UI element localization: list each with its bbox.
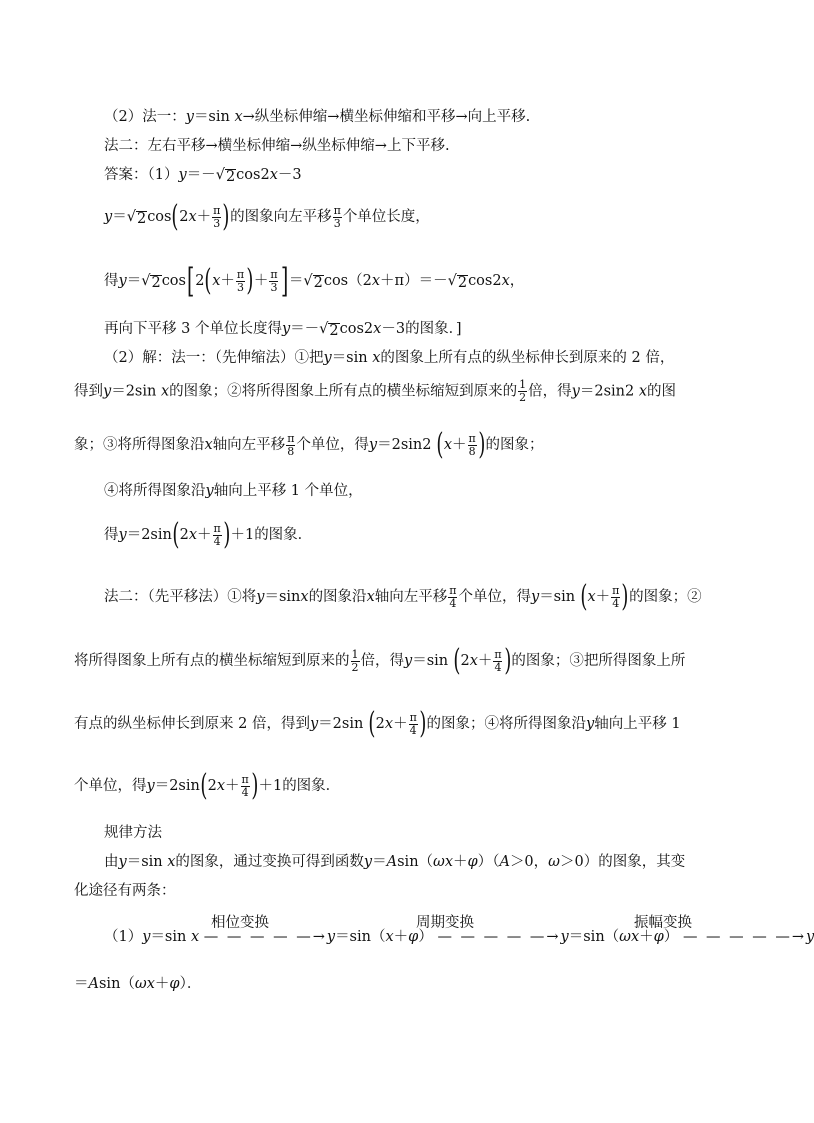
line-4: y＝√ 2 cos(2x＋ $\frac{\pi}{3}$ )的图象向左平移 $\frac{\pi}{3}$ 个单位长度， <box>104 199 430 234</box>
label-period-transform: 周期变换 <box>416 915 474 931</box>
line-12: 法二：（先平移法）①将y＝sinx的图象沿x轴向左平移 $\frac{\pi}{4}$ 个单位，得y＝sin (x＋ $\frac{\pi}{4}$ )的图象；② <box>104 579 702 614</box>
label-amplitude-transform: 振幅变换 <box>634 915 692 931</box>
line-5: 得y＝√ 2 cos[2(x＋ $\frac{\pi}{3}$ )＋ $\frac{\pi}{3}$ ]＝√ 2 cos（2x＋π）＝－√ 2 cos2x， <box>104 261 525 301</box>
line-10: ④将所得图象沿y轴向上平移 1 个单位， <box>104 483 363 499</box>
line-17: 由y＝sin x的图象，通过变换可得到函数y＝Asin（ωx＋φ）（A＞0，ω＞0）的图象，其变 <box>104 854 686 870</box>
line-7: （2）解：法一：（先伸缩法）①把y＝sin x的图象上所有点的纵坐标伸长到原来的 2 倍， <box>104 350 675 366</box>
line-19: （1）y＝sin x — — — — —→y＝sin（x＋φ） — — — — —→y＝sin（ωx＋φ） — — — — —→y <box>104 929 814 945</box>
line-16: 规律方法 <box>104 825 162 841</box>
line-20: ＝Asin（ωx＋φ）． <box>74 976 202 992</box>
line-18: 化途径有两条： <box>74 883 176 899</box>
line-1: （2）法一：y＝sin x→纵坐标伸缩→横坐标伸缩和平移→向上平移. <box>104 109 531 125</box>
line-2: 法二：左右平移→横坐标伸缩→纵坐标伸缩→上下平移. <box>104 138 450 154</box>
line-13: 将所得图象上所有点的横坐标缩短到原来的 $\frac{1}{2}$ 倍，得y＝sin (2x＋ $\frac{\pi}{4}$ )的图象；③把所得图象上所 <box>74 643 686 678</box>
label-phase-transform: 相位变换 <box>211 915 269 931</box>
line-15: 个单位，得y＝2sin(2x＋ $\frac{\pi}{4}$ )＋1的图象． <box>74 768 341 803</box>
line-14: 有点的纵坐标伸长到原来 2 倍，得到y＝2sin (2x＋ $\frac{\pi}{4}$ )的图象；④将所得图象沿y轴向上平移 1 <box>74 706 681 741</box>
line-9: 象；③将所得图象沿x轴向左平移 $\frac{\pi}{8}$ 个单位，得y＝2sin2 (x＋ $\frac{\pi}{8}$ )的图象； <box>74 427 544 462</box>
line-11: 得y＝2sin(2x＋ $\frac{\pi}{4}$ )＋1的图象． <box>104 517 313 552</box>
line-3: 答案：（1）y＝－√ 2 cos2x－3 <box>104 167 302 185</box>
line-6: 再向下平移 3 个单位长度得y＝－√ 2 cos2x－3的图象．] <box>104 321 462 339</box>
line-8: 得到y＝2sin x的图象；②将所得图象上所有点的横坐标缩短到原来的 $\frac{1}{2}$ 倍，得y＝2sin2 x的图 <box>74 378 677 404</box>
